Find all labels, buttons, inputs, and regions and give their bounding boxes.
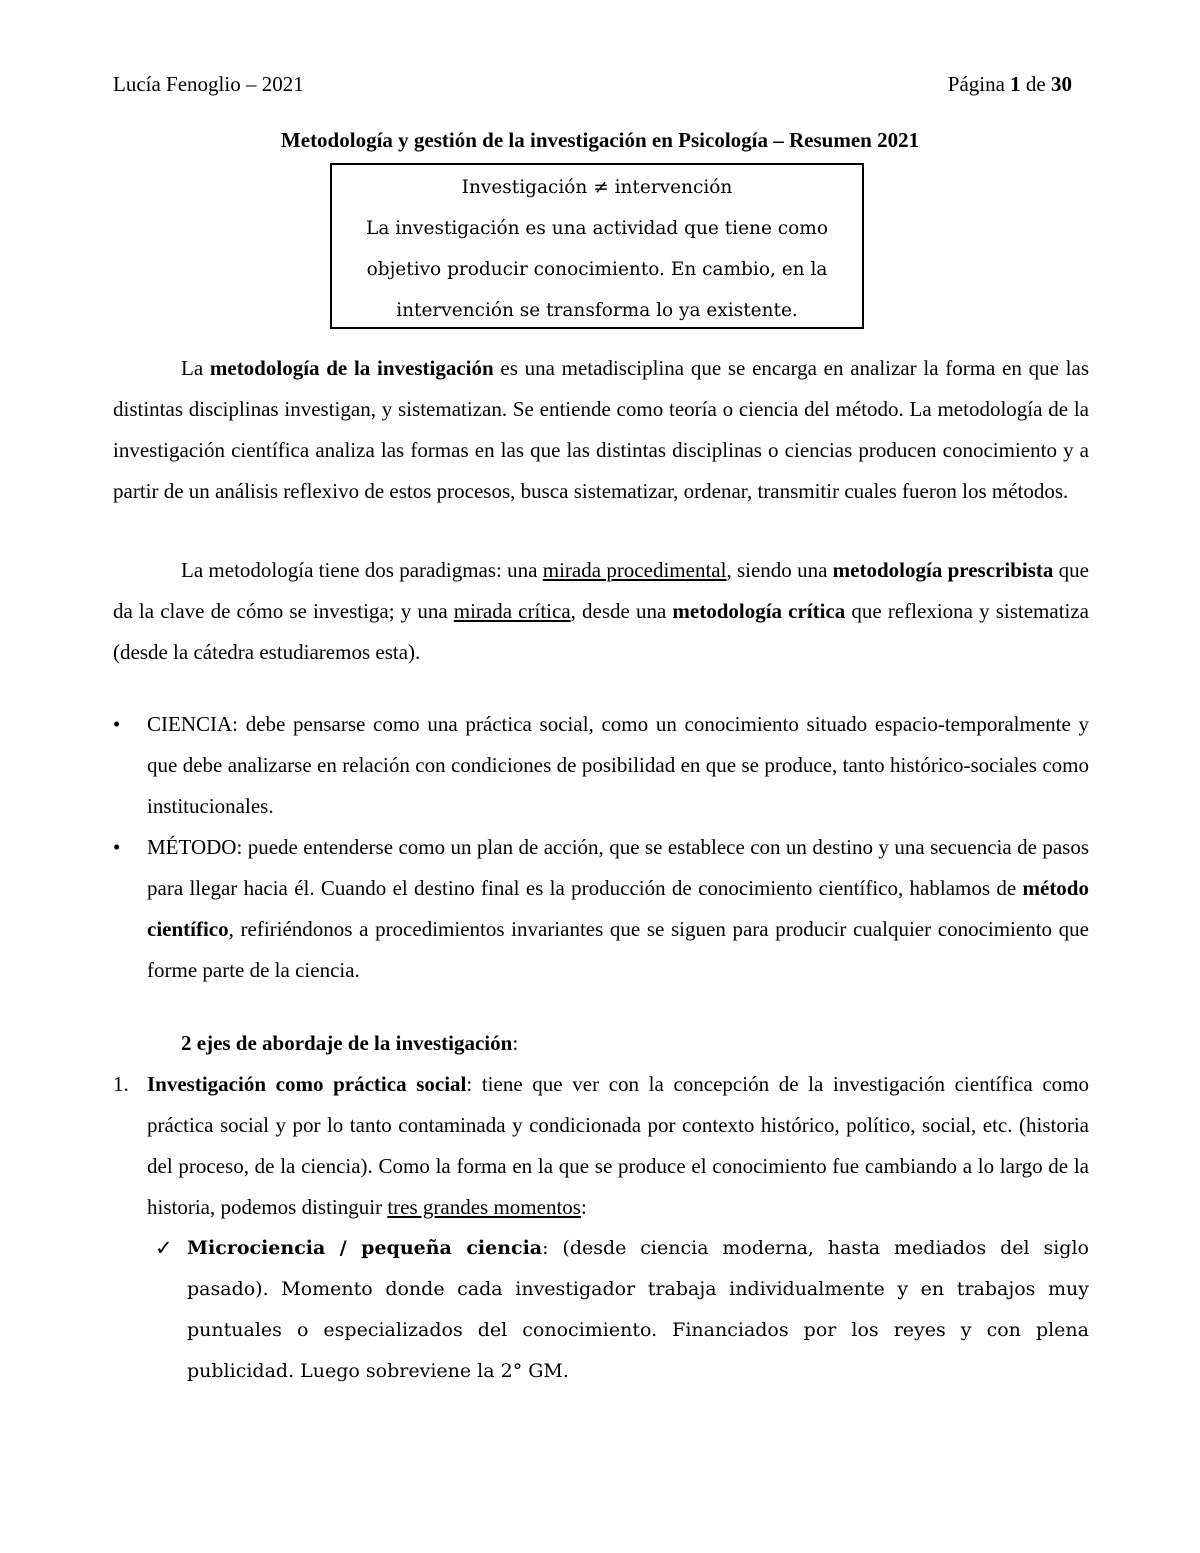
check-text-1: : (desde ciencia moderna, hasta mediados del siglo pasado). Momento donde cada investigador trabaja individualmente y en trabajos muy puntuales o especializados del conocimiento. Financiados por los reyes y con plena publicidad. Luego sobreviene la 2° GM. [187,1237,1089,1382]
numbered-text [147,1064,1089,1228]
list-number: 1. [113,1072,129,1096]
page-mid: de [1020,72,1051,96]
bullet-text-2: , refiriéndonos a procedimientos invariantes que se siguen para producir cualquier conocimiento que forme parte de la ciencia. [147,917,1089,982]
paragraph-methodology [113,348,1089,512]
para2-text-1: La metodología tiene dos paradigmas: una [181,558,543,582]
check-text [187,1228,1089,1392]
check-bold-1: Microciencia / pequeña ciencia [187,1237,543,1259]
para2-underline-1: mirada procedimental [542,558,727,582]
bullet-item-ciencia [113,704,1089,827]
box-line-4: intervención se transforma lo ya existente. [396,300,798,321]
page-prefix: Página [947,72,1011,96]
definition-box [330,163,864,329]
checkmark-icon: ✓ [155,1236,173,1260]
numbered-text-1: : tiene que ver con la concepción de la investigación científica como práctica social y por lo tanto contaminada y condicionada por contexto histórico, político, social, etc. (historia del proceso, de la ciencia). Como la forma en la que se produce el conocimiento fue cambiando a lo largo de la historia, podemos distinguir [147,1072,1090,1219]
para2-text-4: , desde una [570,599,673,623]
bullet-text [147,827,1089,991]
section-subheading [181,1023,518,1064]
para2-underline-2: mirada crítica [453,599,571,623]
bullet-text-1: MÉTODO: puede entenderse como un plan de acción, que se establece con un destino y una secuencia de pasos para llegar hacia él. Cuando el destino final es la producción de conocimiento científico, hablamos de [147,835,1089,900]
page-total: 30 [1051,72,1072,96]
numbered-underline-1: tres grandes momentos [387,1195,581,1219]
bullet-icon: • [113,835,121,859]
para2-bold-1: metodología prescribista [832,558,1054,582]
box-line-2: La investigación es una actividad que tiene como [366,218,828,239]
numbered-text-2: : [580,1195,587,1219]
subhead-bold: 2 ejes de abordaje de la investigación [181,1031,513,1055]
para1-bold-1: metodología de la investigación [209,356,494,380]
check-item-microciencia [155,1228,1089,1392]
bullet-icon: • [113,712,121,736]
para2-text-2: , siendo una [726,558,833,582]
box-line-1: Investigación ≠ intervención [461,177,733,198]
numbered-bold-1: Investigación como práctica social [147,1072,467,1096]
box-line-3: objetivo producir conocimiento. En cambio, en la [366,259,828,280]
para2-text-5: que reflexiona y sistematiza (desde la cátedra estudiaremos esta). [113,599,1090,664]
subhead-tail: : [512,1031,519,1055]
paragraph-paradigms [113,550,1089,673]
para1-text-1: La [181,356,210,380]
header-author: Lucía Fenoglio – 2021 [113,72,304,96]
bullet-bold-1: método científico [147,876,1089,941]
bullet-item-metodo [113,827,1089,991]
para2-bold-2: metodología crítica [672,599,846,623]
document-title: Metodología y gestión de la investigación en Psicología – Resumen 2021 [280,128,920,152]
para2-text-3: que da la clave de cómo se investiga; y una [113,558,1089,623]
page-current: 1 [1010,72,1021,96]
para1-text-2: es una metadisciplina que se encarga en analizar la forma en que las distintas disciplinas investigan, y sistematizan. Se entiende como teoría o ciencia del método. La metodología de la investigación científica analiza las formas en las que las distintas disciplinas o ciencias producen conocimiento y a partir de un análisis reflexivo de estos procesos, busca sistematizar, ordenar, transmitir cuales fueron los métodos. [113,356,1089,503]
bullet-text: CIENCIA: debe pensarse como una práctica social, como un conocimiento situado espacio-temporalmente y que debe analizarse en relación con condiciones de posibilidad en que se produce, tanto histórico-sociales como institucionales. [147,712,1089,818]
numbered-item-1 [113,1064,1089,1228]
header-page-number [948,72,1072,97]
